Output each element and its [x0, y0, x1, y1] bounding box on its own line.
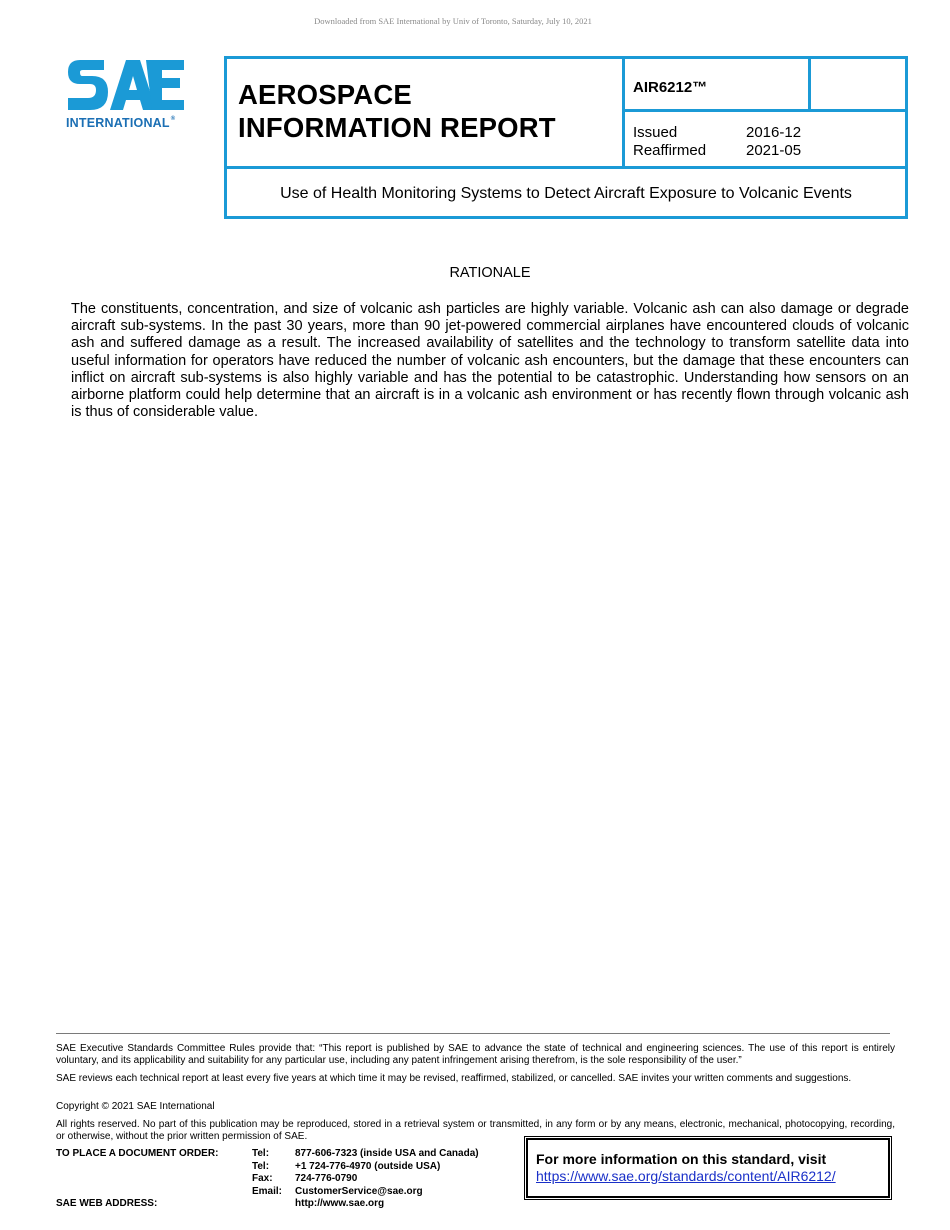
contact-tel-intl[interactable]: +1 724-776-4970 (outside USA) [295, 1160, 441, 1172]
document-dates [633, 124, 801, 160]
contact-row: Email: CustomerService@sae.org [252, 1185, 423, 1197]
contact-row: Tel: +1 724-776-4970 (outside USA) [252, 1160, 441, 1172]
web-address-label: SAE WEB ADDRESS: [56, 1198, 158, 1209]
issued-value: 2016-12 [746, 124, 802, 141]
document-type-line1: AEROSPACE [238, 79, 412, 110]
rights-text: All rights reserved. No part of this publication may be reproduced, stored in a retrieval system or transmitted, in any form or by any means, electronic, mechanical, photocopying, recording, or otherwise, without the prior written permission of SAE. [56, 1119, 895, 1142]
footer-divider [56, 1033, 890, 1034]
copyright-text: Copyright © 2021 SAE International [56, 1101, 215, 1112]
order-contacts [252, 1148, 479, 1211]
review-policy-text: SAE reviews each technical report at least every five years at which time it may be revised, reaffirmed, stabilized, or cancelled. SAE invites your written comments and suggestions. [56, 1073, 852, 1084]
download-notice: Downloaded from SAE International by Univ of Toronto, Saturday, July 10, 2021 [314, 16, 592, 26]
contact-row: Tel: 877-606-7323 (inside USA and Canada) [252, 1148, 479, 1159]
contact-fax: 724-776-0790 [295, 1173, 358, 1185]
more-info-title: For more information on this standard, visit [536, 1151, 827, 1167]
issued-label: Issued [633, 124, 678, 141]
registered-mark: ® [170, 116, 176, 122]
document-type-line2: INFORMATION REPORT [238, 112, 556, 143]
more-info-box [526, 1138, 890, 1198]
sae-logo-caption: INTERNATIONAL® [66, 116, 176, 130]
document-number: AIR6212™ [633, 79, 708, 96]
web-address-link[interactable]: http://www.sae.org [295, 1198, 385, 1210]
document-header-box [224, 56, 908, 219]
document-title: Use of Health Monitoring Systems to Detect Aircraft Exposure to Volcanic Events [280, 185, 852, 202]
contact-row [252, 1198, 479, 1211]
reaffirmed-value: 2021-05 [746, 142, 802, 159]
rationale-heading: RATIONALE [449, 265, 531, 281]
standard-link[interactable]: https://www.sae.org/standards/content/AIR6212/ [536, 1168, 836, 1184]
document-type [238, 78, 556, 144]
order-label: TO PLACE A DOCUMENT ORDER: [56, 1148, 219, 1159]
contact-email-link[interactable]: CustomerService@sae.org [295, 1185, 423, 1197]
reaffirmed-label: Reaffirmed [633, 142, 707, 159]
committee-rules-text: SAE Executive Standards Committee Rules provide that: “This report is published by SAE to advance the state of technical and engineering sciences. The use of this report is entirely voluntary, and its applicability and suitability for any particular use, including any patent infringement arising therefrom, is the sole responsibility of the user.” [56, 1043, 895, 1066]
sae-logo-icon [66, 54, 186, 114]
sae-logo [66, 54, 190, 134]
contact-tel-us[interactable]: 877-606-7323 (inside USA and Canada) [295, 1148, 479, 1159]
rationale-paragraph: The constituents, concentration, and size of volcanic ash particles are highly variable. Volcanic ash can also damage or degrade aircraft sub-systems. In the past 30 years, more than 90 jet-powered commercial airplanes have encountered clouds of volcanic ash and suffered damage as a result. The increased availability of satellites and the technology to transform satellite data into useful information for operators have reduced the number of volcanic ash encounters, but the damage that these encounters can inflict on aircraft sub-systems is also highly variable and has the potential to be catastrophic. Understanding how sensors on an airborne platform could help determine that an aircraft is in a volcanic ash environment or has recently flown through volcanic ash is thus of considerable value. [71, 301, 909, 421]
contact-row: Fax: 724-776-0790 [252, 1173, 358, 1185]
